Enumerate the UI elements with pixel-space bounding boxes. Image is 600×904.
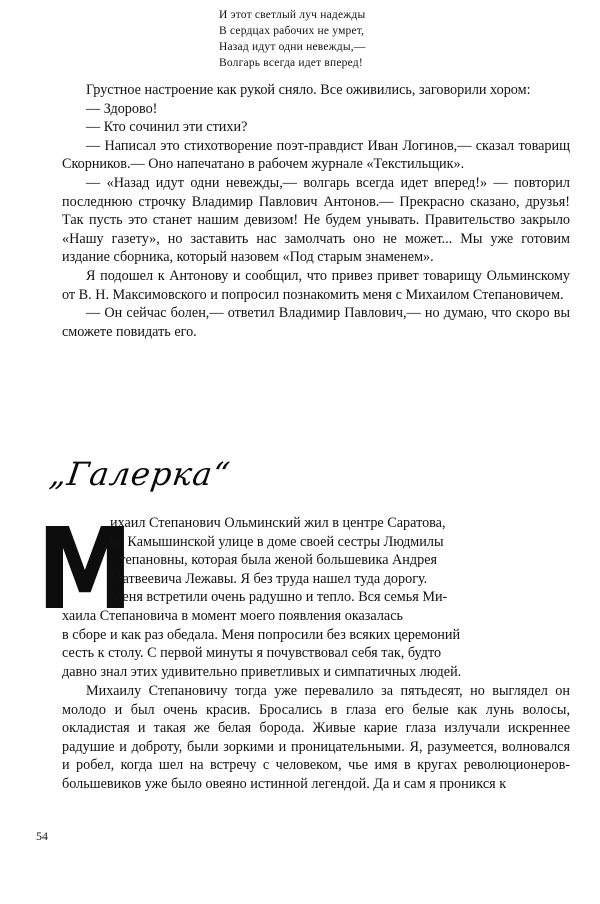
paragraph: — «Назад идут одни невежды,— волгарь всегда идет вперед!» — повторил последнюю строчку Владимир Павлович Антонов.— Прекрасно сказано, друзья! Так пусть это станет нашим девизом! Не будем унывать. Правительство закрыло «Нашу газету», но заставить нас замолчать оно не может... Мы уже готовим издание сборника, который назовем «Под старым знаменем».	[62, 174, 570, 266]
text-line: сесть к столу. С первой минуты я почувствовал себя так, будто	[62, 645, 442, 662]
page-number: 54	[36, 829, 48, 843]
epigraph-poem	[219, 7, 366, 71]
text-line: Матвеевича Лежавы. Я без труда нашел туда дорогу.	[110, 570, 428, 587]
text-line: на Камышинской улице в доме своей сестры Людмилы	[110, 533, 444, 550]
drop-cap: М	[37, 505, 133, 635]
paragraph: Я подошел к Антонову и сообщил, что привез привет товарищу Ольминскому от В. Н. Максимовского и попросил познакомить меня с Михаилом Степановичем.	[62, 267, 570, 303]
text-line: Степановны, которая была женой большевика Андрея	[110, 552, 438, 569]
dropcap-paragraph	[110, 514, 570, 607]
text-line: хаила Степановича в момент моего появления оказалась	[62, 608, 403, 624]
paragraph: — Кто сочинил эти стихи?	[86, 119, 248, 136]
text-line: в сборе и как раз обедала. Меня попросили без всяких церемоний	[62, 626, 461, 643]
poem-line: И этот светлый луч надежды	[219, 9, 366, 21]
poem-line: В сердцах рабочих не умрет,	[219, 25, 365, 37]
paragraph: Грустное настроение как рукой сняло. Все оживились, заговорили хором:	[86, 82, 531, 98]
text-line: ихаил Степанович Ольминский жил в центре Саратова,	[110, 515, 446, 531]
paragraph: — Здорово!	[86, 100, 158, 117]
paragraph: Михаилу Степановичу тогда уже перевалило за пятьдесят, но выглядел он молодо и был очень красив. Бросались в глаза его белые как лунь волосы, окладистая и такая же белая борода. Живые карие глаза излучали искреннее радушие и доброту, были зоркими и проницательными. Я, разумеется, волновался и робел, когда шел на встречу с человеком, чье имя в кругах революционеров-большевиков уже было овеяно истинной легендой. Да и сам я проникся к	[62, 683, 570, 792]
body-text-top	[62, 81, 570, 341]
text-line: давно знал этих удивительно приветливых и симпатичных людей.	[62, 663, 462, 680]
paragraph: — Написал это стихотворение поэт-правдист Иван Логинов,— сказал товарищ Скорников.— Оно напечатано в рабочем журнале «Текстильщик».	[62, 137, 570, 173]
poem-line: Волгарь всегда идет вперед!	[219, 57, 363, 69]
section-title: „Галерка“	[47, 455, 233, 493]
poem-line: Назад идут одни невежды,—	[219, 41, 366, 53]
dropcap-paragraph-cont	[62, 607, 570, 681]
body-text-bottom	[62, 682, 570, 794]
paragraph: — Он сейчас болен,— ответил Владимир Павлович,— но думаю, что скоро вы сможете повидать его.	[62, 305, 570, 340]
text-line: Меня встретили очень радушно и тепло. Вся семья Ми-	[110, 589, 448, 606]
